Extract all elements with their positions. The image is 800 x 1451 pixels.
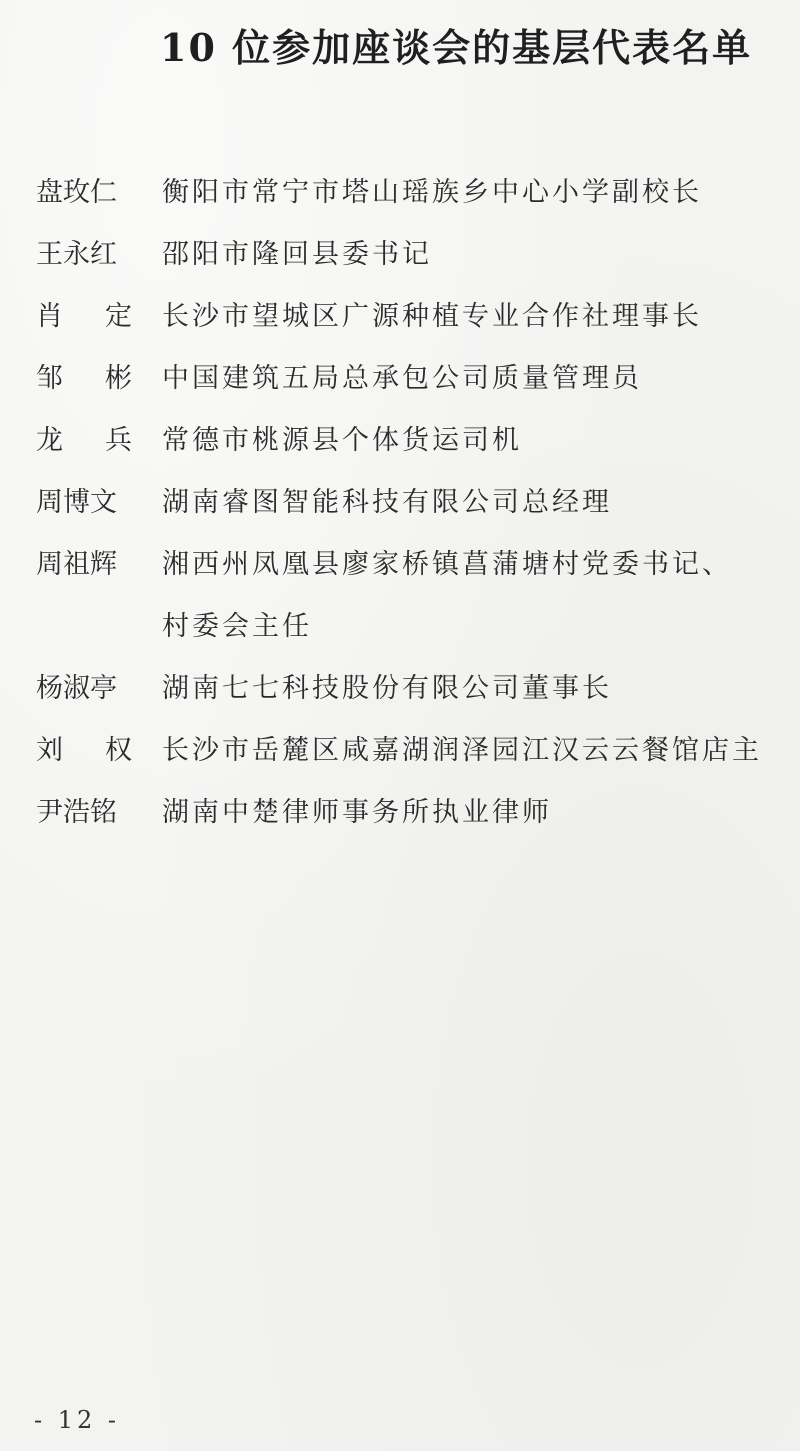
representative-name (36, 720, 132, 782)
representative-name (36, 286, 132, 348)
list-item (0, 410, 800, 472)
representative-name: 周博文 (36, 487, 117, 518)
representative-name-char: 兵 (105, 425, 132, 456)
representative-name-char: 定 (105, 301, 132, 332)
representative-description: 湖南睿图智能科技有限公司总经理 (162, 487, 612, 518)
representative-description: 衡阳市常宁市塔山瑶族乡中心小学副校长 (162, 177, 702, 208)
representative-name-char: 龙 (36, 425, 63, 456)
representative-name-char: 彬 (105, 363, 132, 394)
representative-name: 尹浩铭 (36, 797, 117, 828)
list-item (0, 782, 800, 844)
description-line: 村委会主任 (162, 611, 312, 642)
representative-name: 杨淑亭 (36, 673, 117, 704)
representative-description: 中国建筑五局总承包公司质量管理员 (162, 363, 642, 394)
representative-name-char: 邹 (36, 363, 63, 394)
representative-name-char: 肖 (36, 301, 63, 332)
representative-name-char: 刘 (36, 735, 63, 766)
list-item (0, 658, 800, 720)
representative-description: 湖南七七科技股份有限公司董事长 (162, 673, 612, 704)
representative-name: 周祖辉 (36, 549, 117, 580)
representative-description (162, 534, 796, 658)
representative-description: 长沙市望城区广源种植专业合作社理事长 (162, 301, 702, 332)
list-item (0, 224, 800, 286)
representative-name: 王永红 (36, 239, 117, 270)
representative-description: 长沙市岳麓区咸嘉湖润泽园江汉云云餐馆店主 (162, 735, 762, 766)
page-title: 10 位参加座谈会的基层代表名单 (160, 25, 753, 70)
representative-name (36, 410, 132, 472)
representative-description: 湖南中楚律师事务所执业律师 (162, 797, 552, 828)
list-item (0, 162, 800, 224)
page-number: - 12 - (34, 1406, 121, 1434)
description-line: 湘西州凤凰县廖家桥镇菖蒲塘村党委书记、 (162, 549, 732, 580)
list-item (0, 286, 800, 348)
list-item (0, 534, 800, 658)
list-item (0, 348, 800, 410)
list-item (0, 472, 800, 534)
representative-description: 邵阳市隆回县委书记 (162, 239, 432, 270)
representative-description: 常德市桃源县个体货运司机 (162, 425, 522, 456)
list-item (0, 720, 800, 782)
representative-name (36, 348, 132, 410)
representative-name-char: 权 (105, 735, 132, 766)
representative-name: 盘玫仁 (36, 177, 117, 208)
representative-list (0, 162, 800, 844)
